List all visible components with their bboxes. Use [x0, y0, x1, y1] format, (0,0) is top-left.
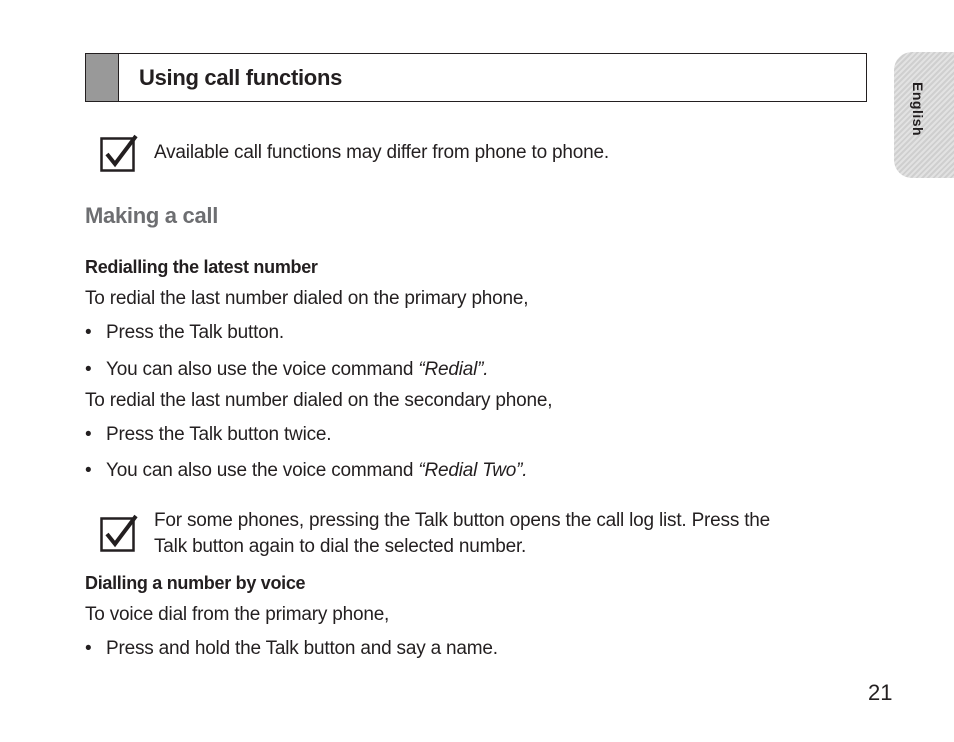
section-heading: Making a call: [85, 203, 219, 228]
note-line: Talk button again to dial the selected number.: [154, 536, 527, 557]
voice-command: “Redial Two”.: [418, 460, 528, 481]
language-tab: [894, 52, 954, 178]
bullet-icon: •: [85, 359, 92, 380]
page-title: Using call functions: [139, 65, 343, 90]
secondary-redial-intro: To redial the last number dialed on the secondary phone,: [85, 390, 553, 411]
checkmark-note-icon: [100, 134, 138, 172]
bullet-icon: •: [85, 424, 92, 445]
primary-redial-intro: To redial the last number dialed on the primary phone,: [85, 288, 529, 309]
language-tab-label: English: [910, 82, 926, 137]
voice-dial-heading: Dialling a number by voice: [85, 573, 306, 593]
voice-dial-intro: To voice dial from the primary phone,: [85, 604, 390, 625]
list-item-text: Press and hold the Talk button and say a name.: [106, 638, 498, 659]
list-item-text: You can also use the voice command: [106, 460, 419, 481]
list-item-text: Press the Talk button twice.: [106, 424, 332, 445]
note-line: For some phones, pressing the Talk button opens the call log list. Press the: [154, 510, 771, 531]
bullet-icon: •: [85, 638, 92, 659]
header-accent-bar: [86, 54, 119, 101]
note-text: Available call functions may differ from phone to phone.: [154, 142, 609, 163]
list-item-text: You can also use the voice command: [106, 359, 419, 380]
section-header: [85, 53, 867, 102]
bullet-icon: •: [85, 322, 92, 343]
redial-heading: Redialling the latest number: [85, 257, 318, 277]
list-item-text: Press the Talk button.: [106, 322, 284, 343]
bullet-icon: •: [85, 460, 92, 481]
voice-command: “Redial”.: [418, 359, 489, 380]
page-number: 21: [868, 680, 893, 705]
checkmark-note-icon: [100, 514, 138, 552]
note-text: [154, 508, 770, 560]
